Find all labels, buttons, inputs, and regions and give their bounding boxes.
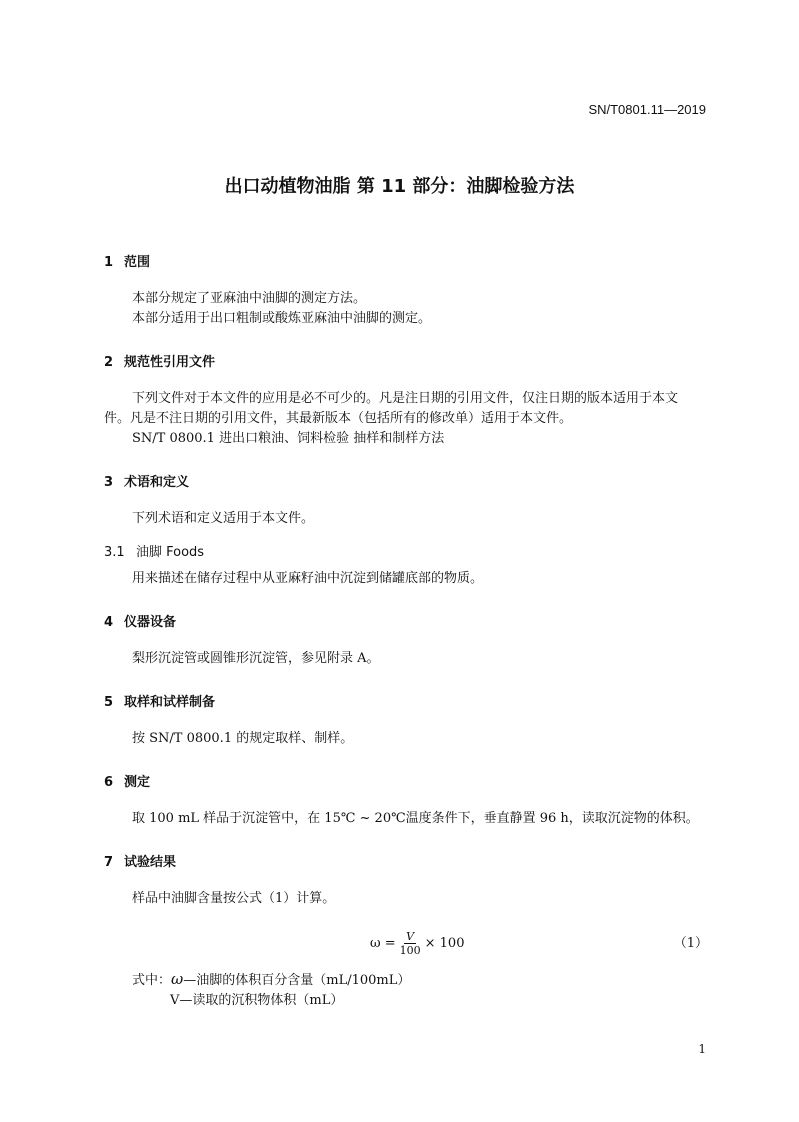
section-number: 4 [104,615,114,630]
determination-text: 取 100 mL 样品于沉淀管中，在 15℃ ~ 20℃温度条件下，垂直静置 96 h，读取沉淀物的体积。 [132,811,699,826]
section-title: 试验结果 [124,855,177,870]
formula-denominator: 100 [399,944,421,957]
formula-numerator: V [406,930,415,943]
formula-rhs: × 100 [424,936,465,951]
scope-line-1: 本部分规定了亚麻油中油脚的测定方法。 [132,291,367,306]
normative-para-line-1: 下列文件对于本文件的应用是必不可少的。凡是注日期的引用文件，仅注日期的版本适用于本文 [132,391,679,406]
section-number: 1 [104,255,114,270]
where-line-1 [132,969,410,991]
formula-lhs: ω = [370,936,396,951]
omega-symbol: ω [171,970,184,988]
section-3-heading [104,471,189,490]
formula-fraction [400,930,421,957]
normative-reference: SN/T 0800.1 进出口粮油、饲料检验 抽样和制样方法 [132,431,445,446]
section-number: 6 [104,775,114,790]
subsection-3-1-heading [104,541,204,560]
section-5-heading [104,691,215,710]
subsection-title: 油脚 Foods [136,545,205,560]
where-def-1: —油脚的体积百分含量（mL/100mL） [183,973,411,988]
section-4-heading [104,611,176,630]
formula-1 [370,930,464,957]
standard-number: SN/T0801.11—2019 [588,102,706,117]
section-7-heading [104,851,176,870]
section-title: 取样和试样制备 [124,695,216,710]
terms-intro: 下列术语和定义适用于本文件。 [132,511,315,526]
section-number: 3 [104,475,114,490]
subsection-number: 3.1 [104,545,125,560]
section-number: 5 [104,695,114,710]
where-line-2: V—读取的沉积物体积（mL） [170,993,344,1008]
term-definition: 用来描述在储存过程中从亚麻籽油中沉淀到储罐底部的物质。 [132,571,484,586]
section-title: 范围 [124,255,151,270]
section-1-heading [104,251,150,270]
section-number: 7 [104,855,114,870]
section-title: 仪器设备 [124,615,177,630]
page-number: 1 [698,1042,706,1056]
where-label: 式中： [132,973,172,988]
document-title: 出口动植物油脂 第 11 部分：油脚检验方法 [224,176,575,197]
apparatus-text: 梨形沉淀管或圆锥形沉淀管，参见附录 A。 [132,651,380,666]
section-title: 术语和定义 [124,475,190,490]
section-number: 2 [104,355,114,370]
section-2-heading [104,351,215,370]
section-6-heading [104,771,150,790]
section-title: 规范性引用文件 [124,355,216,370]
section-title: 测定 [124,775,151,790]
scope-line-2: 本部分适用于出口粗制或酸炼亚麻油中油脚的测定。 [132,311,432,326]
sampling-text: 按 SN/T 0800.1 的规定取样、制样。 [132,731,354,746]
normative-para-line-2: 件。凡是不注日期的引用文件，其最新版本（包括所有的修改单）适用于本文件。 [104,411,573,426]
equation-number: （1） [673,936,708,951]
results-intro: 样品中油脚含量按公式（1）计算。 [132,891,336,906]
